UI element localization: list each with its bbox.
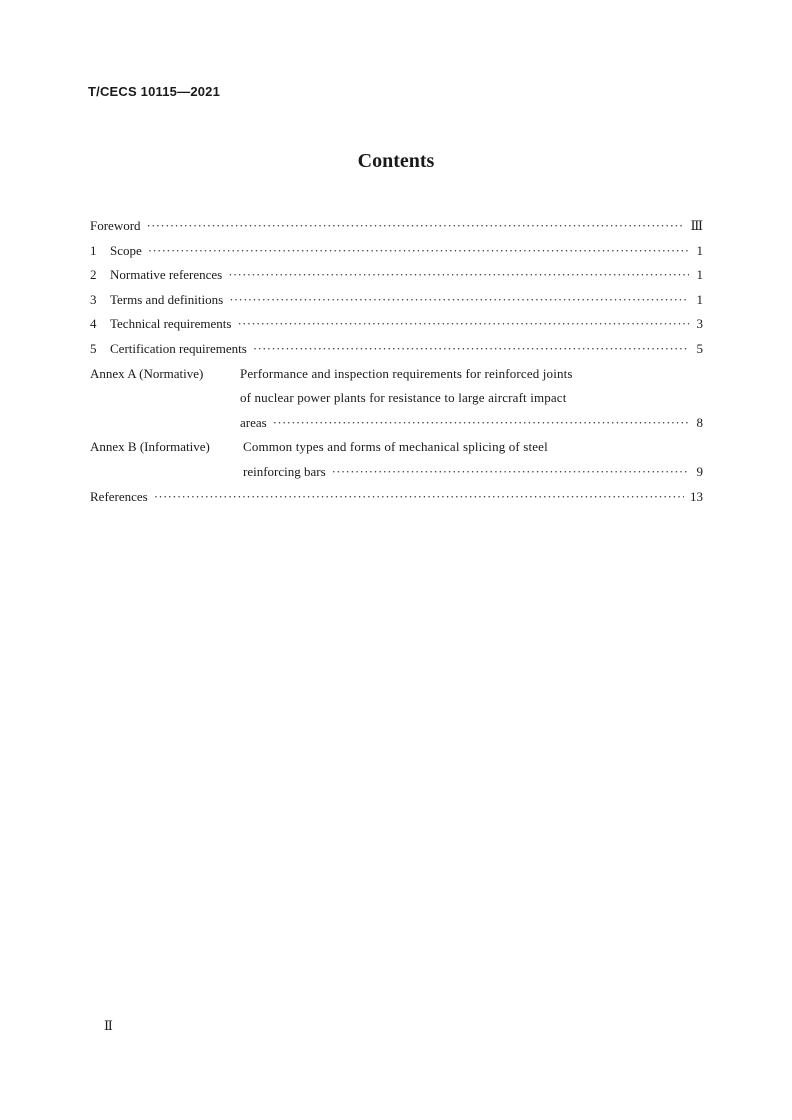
document-code: T/CECS 10115—2021 (88, 84, 221, 99)
toc-entry-certification-requirements[interactable] (90, 337, 703, 362)
annex-label: Annex B (Informative) (90, 439, 210, 455)
toc-entry-page: 8 (696, 414, 703, 430)
table-of-contents (90, 214, 703, 509)
toc-entry-annex-b[interactable] (90, 435, 703, 484)
toc-entry-number: 3 (90, 291, 97, 307)
annex-final-line (243, 460, 703, 485)
page-title: Contents (357, 150, 435, 172)
annex-title-line: areas (240, 414, 267, 430)
toc-entry-terms-and-definitions[interactable] (90, 288, 703, 313)
toc-entry-title: Normative references (110, 267, 223, 283)
dot-leader (228, 263, 689, 288)
dot-leader (273, 411, 689, 436)
dot-leader (253, 337, 689, 362)
annex-body (240, 362, 703, 436)
toc-entry-label (90, 239, 142, 264)
toc-entry-scope[interactable] (90, 239, 703, 264)
annex-title-line: Common types and forms of mechanical splicing of steel (243, 439, 548, 455)
toc-entry-number: 1 (90, 242, 97, 258)
dot-leader (332, 460, 689, 485)
dot-leader (229, 288, 689, 313)
annex-title-line: of nuclear power plants for resistance to large aircraft impact (240, 390, 567, 406)
toc-entry-page: Ⅲ (690, 218, 703, 233)
annex-title-line: reinforcing bars (243, 463, 326, 479)
toc-entry-title: Scope (110, 242, 142, 258)
toc-entry-normative-references[interactable] (90, 263, 703, 288)
toc-entry-number: 5 (90, 340, 97, 356)
page-number: Ⅱ (104, 1018, 113, 1033)
toc-entry-label (90, 263, 222, 288)
annex-body (243, 435, 703, 484)
toc-entry-page: 5 (696, 340, 703, 356)
dot-leader (237, 312, 689, 337)
toc-entry-references[interactable] (90, 485, 703, 510)
toc-entry-title: Certification requirements (110, 340, 247, 356)
dot-leader (154, 485, 684, 510)
toc-entry-title: Terms and definitions (110, 291, 224, 307)
toc-entry-page: 1 (696, 291, 703, 307)
toc-entry-label: Foreword (90, 218, 141, 233)
toc-entry-label (90, 337, 247, 362)
toc-entry-label (90, 288, 223, 313)
toc-entry-page: 3 (696, 316, 703, 332)
toc-entry-title: Technical requirements (110, 316, 232, 332)
toc-entry-label (90, 312, 231, 337)
toc-entry-page: 1 (696, 267, 703, 283)
toc-entry-annex-a[interactable] (90, 362, 703, 436)
toc-entry-technical-requirements[interactable] (90, 312, 703, 337)
toc-entry-foreword[interactable] (90, 214, 703, 239)
toc-entry-label: References (90, 488, 148, 504)
toc-entry-page: 13 (690, 488, 703, 504)
annex-title-line: Performance and inspection requirements for reinforced joints (240, 365, 573, 381)
toc-entry-number: 2 (90, 267, 97, 283)
dot-leader (147, 214, 685, 239)
toc-entry-page: 1 (696, 242, 703, 258)
annex-final-line (240, 411, 703, 436)
toc-entry-number: 4 (90, 316, 97, 332)
toc-entry-page: 9 (696, 463, 703, 479)
dot-leader (148, 239, 689, 264)
annex-label: Annex A (Normative) (90, 365, 204, 381)
